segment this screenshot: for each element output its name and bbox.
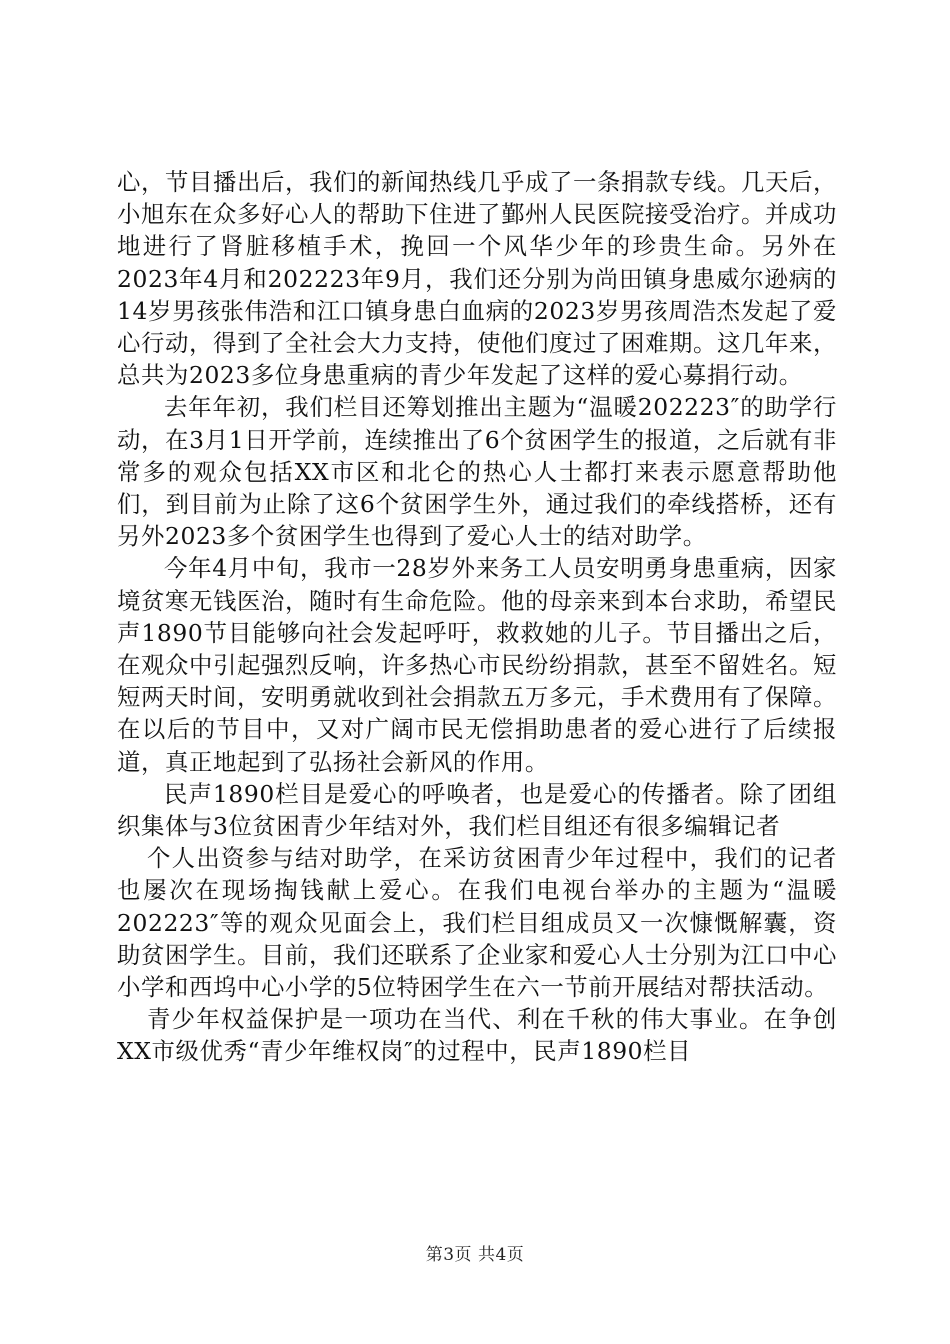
paragraph-6: 青少年权益保护是一项功在当代、利在千秋的伟大事业。在争创XX市级优秀“青少年维权岗″的过程中，民声1890栏目 bbox=[117, 1005, 837, 1066]
paragraph-2: 去年年初，我们栏目还筹划推出主题为“温暖202223″的助学行动，在3月1日开学前，连续推出了6个贫困学生的报道，之后就有非常多的观众包括XX市区和北仑的热心人士都打来表示愿意帮助他们，到目前为止除了这6个贫困学生外，通过我们的牵线搭桥，还有另外2023多个贫困学生也得到了爱心人士的结对助学。 bbox=[117, 393, 837, 551]
paragraph-1: 心，节目播出后，我们的新闻热线几乎成了一条捐款专线。几天后，小旭东在众多好心人的帮助下住进了鄞州人民医院接受治疗。并成功地进行了肾脏移植手术，挽回一个风华少年的珍贵生命。另外在2023年4月和202223年9月，我们还分别为尚田镇身患威尔逊病的14岁男孩张伟浩和江口镇身患白血病的2023岁男孩周浩杰发起了爱心行动，得到了全社会大力支持，使他们度过了困难期。这几年来，总共为2023多位身患重病的青少年发起了这样的爱心募捐行动。 bbox=[117, 168, 837, 390]
page-footer: 第3页 共4页 bbox=[425, 1245, 525, 1265]
paragraph-5: 个人出资参与结对助学，在采访贫困青少年过程中，我们的记者也屡次在现场掏钱献上爱心。在我们电视台举办的主题为“温暖202223″等的观众见面会上，我们栏目组成员又一次慷慨解囊，资助贫困学生。目前，我们还联系了企业家和爱心人士分别为江口中心小学和西坞中心小学的5位特困学生在六一节前开展结对帮扶活动。 bbox=[117, 844, 837, 1002]
paragraph-3: 今年4月中旬，我市一28岁外来务工人员安明勇身患重病，因家境贫寒无钱医治，随时有生命危险。他的母亲来到本台求助，希望民声1890节目能够向社会发起呼吁，救救她的儿子。节目播出之后，在观众中引起强烈反响，许多热心市民纷纷捐款，甚至不留姓名。短短两天时间，安明勇就收到社会捐款五万多元，手术费用有了保障。在以后的节目中，又对广阔市民无偿捐助患者的爱心进行了后续报道，真正地起到了弘扬社会新风的作用。 bbox=[117, 554, 837, 776]
paragraph-4: 民声1890栏目是爱心的呼唤者，也是爱心的传播者。除了团组织集体与3位贫困青少年结对外，我们栏目组还有很多编辑记者 bbox=[117, 779, 837, 841]
document-body bbox=[117, 166, 837, 1068]
